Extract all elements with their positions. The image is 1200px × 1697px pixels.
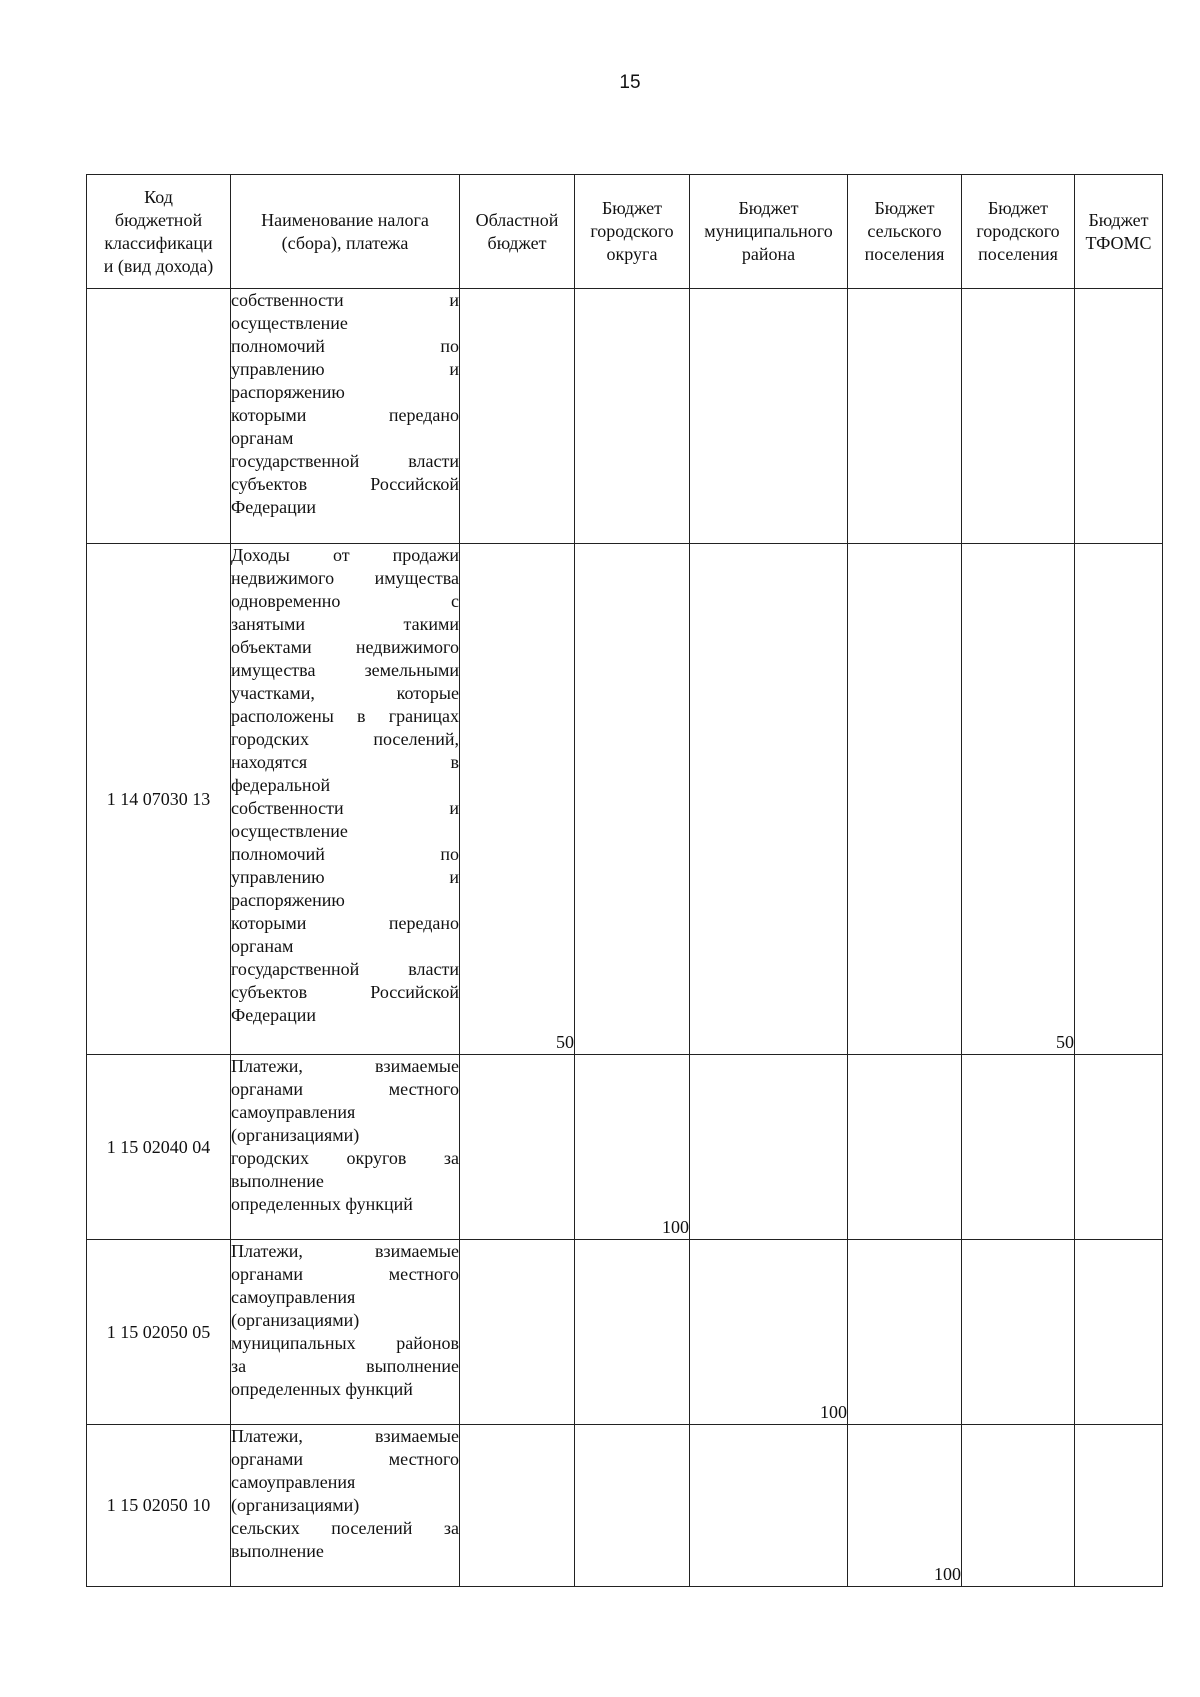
tax-name-line: самоуправления xyxy=(231,1287,356,1307)
regional-budget-value xyxy=(460,1425,575,1587)
city-district-budget-value xyxy=(575,1425,690,1587)
tax-name-line: Федерации xyxy=(231,497,317,517)
tax-name-line: распоряжению xyxy=(231,382,345,402)
tax-name-line: полномочий по xyxy=(231,844,459,864)
header-rural-settlement-budget: Бюджет сельского поселения xyxy=(848,175,962,289)
tax-name-line: органами местного xyxy=(231,1449,459,1469)
municipal-district-budget-value xyxy=(690,1055,848,1240)
table-row xyxy=(87,1240,1163,1425)
tfoms-budget-value xyxy=(1075,1055,1163,1240)
tfoms-budget-value xyxy=(1075,1425,1163,1587)
tax-name-line: государственной власти xyxy=(231,959,459,979)
city-district-budget-value xyxy=(575,289,690,544)
tax-name-line: органами местного xyxy=(231,1264,459,1284)
tax-name-line: управлению и xyxy=(231,359,459,379)
table-row xyxy=(87,544,1163,1055)
tax-name-line: (организациями) xyxy=(231,1495,360,1515)
tax-name-line: (организациями) xyxy=(231,1125,360,1145)
tax-name xyxy=(231,1240,460,1425)
municipal-district-budget-value xyxy=(690,544,848,1055)
rural-settlement-budget-value xyxy=(848,1055,962,1240)
rural-settlement-budget-value xyxy=(848,289,962,544)
tax-name-line: городских округов за xyxy=(231,1148,459,1168)
tax-name-line: сельских поселений за xyxy=(231,1518,459,1538)
urban-settlement-budget-value xyxy=(962,1425,1075,1587)
tax-name-line: субъектов Российской xyxy=(231,474,459,494)
rural-settlement-budget-value: 100 xyxy=(848,1425,962,1587)
urban-settlement-budget-value xyxy=(962,289,1075,544)
municipal-district-budget-value xyxy=(690,289,848,544)
tax-name-line: расположены в границах xyxy=(231,706,459,726)
header-regional-budget: Областной бюджет xyxy=(460,175,575,289)
tax-name-line: занятыми такими xyxy=(231,614,459,634)
page-number: 15 xyxy=(619,72,641,93)
tax-name-line: (организациями) xyxy=(231,1310,360,1330)
city-district-budget-value: 100 xyxy=(575,1055,690,1240)
rural-settlement-budget-value xyxy=(848,544,962,1055)
header-tfoms-budget: Бюджет ТФОМС xyxy=(1075,175,1163,289)
tax-name-line: муниципальных районов xyxy=(231,1333,459,1353)
classification-code: 1 14 07030 13 xyxy=(87,544,231,1055)
tax-name-line: участками, которые xyxy=(231,683,459,703)
tfoms-budget-value xyxy=(1075,289,1163,544)
tax-name xyxy=(231,289,460,544)
header-urban-settlement-budget: Бюджет городского поселения xyxy=(962,175,1075,289)
tax-name-line: полномочий по xyxy=(231,336,459,356)
tax-name-line: органам xyxy=(231,936,294,956)
municipal-district-budget-value: 100 xyxy=(690,1240,848,1425)
rural-settlement-budget-value xyxy=(848,1240,962,1425)
tax-name-line: самоуправления xyxy=(231,1472,356,1492)
municipal-district-budget-value xyxy=(690,1425,848,1587)
table-header-row xyxy=(87,175,1163,289)
tax-name-line: органам xyxy=(231,428,294,448)
tax-name-line: определенных функций xyxy=(231,1194,413,1214)
table-row xyxy=(87,289,1163,544)
budget-distribution-table xyxy=(86,174,1163,1587)
tax-name-line: имущества земельными xyxy=(231,660,459,680)
tax-name-line: которыми передано xyxy=(231,913,459,933)
header-code: Код бюджетной классификаци и (вид дохода) xyxy=(87,175,231,289)
tax-name-line: выполнение xyxy=(231,1541,324,1561)
tax-name-line: одновременно с xyxy=(231,591,459,611)
tax-name-line: Платежи, взимаемые xyxy=(231,1426,459,1446)
classification-code xyxy=(87,289,231,544)
tax-name-line: государственной власти xyxy=(231,451,459,471)
regional-budget-value xyxy=(460,1240,575,1425)
tax-name-line: органами местного xyxy=(231,1079,459,1099)
tax-name-line: управлению и xyxy=(231,867,459,887)
tax-name-line: Федерации xyxy=(231,1005,317,1025)
tax-name-line: городских поселений, xyxy=(231,729,459,749)
header-name: Наименование налога (сбора), платежа xyxy=(231,175,460,289)
tax-name-line: федеральной xyxy=(231,775,331,795)
classification-code: 1 15 02050 05 xyxy=(87,1240,231,1425)
table-body xyxy=(87,289,1163,1587)
tax-name-line: самоуправления xyxy=(231,1102,356,1122)
table-row xyxy=(87,1425,1163,1587)
tax-name-line: за выполнение xyxy=(231,1356,459,1376)
tax-name-line: осуществление xyxy=(231,313,348,333)
tax-name-line: определенных функций xyxy=(231,1379,413,1399)
tax-name xyxy=(231,544,460,1055)
classification-code: 1 15 02050 10 xyxy=(87,1425,231,1587)
tax-name xyxy=(231,1425,460,1587)
regional-budget-value xyxy=(460,1055,575,1240)
header-city-district-budget: Бюджет городского округа xyxy=(575,175,690,289)
tax-name-line: собственности и xyxy=(231,290,459,310)
city-district-budget-value xyxy=(575,1240,690,1425)
regional-budget-value xyxy=(460,289,575,544)
tax-name xyxy=(231,1055,460,1240)
tax-name-line: объектами недвижимого xyxy=(231,637,459,657)
urban-settlement-budget-value xyxy=(962,1055,1075,1240)
tax-name-line: Доходы от продажи xyxy=(231,545,459,565)
tax-name-line: собственности и xyxy=(231,798,459,818)
tax-name-line: осуществление xyxy=(231,821,348,841)
header-municipal-district-budget: Бюджет муниципального района xyxy=(690,175,848,289)
tax-name-line: Платежи, взимаемые xyxy=(231,1056,459,1076)
tax-name-line: Платежи, взимаемые xyxy=(231,1241,459,1261)
tfoms-budget-value xyxy=(1075,544,1163,1055)
tfoms-budget-value xyxy=(1075,1240,1163,1425)
urban-settlement-budget-value xyxy=(962,1240,1075,1425)
tax-name-line: субъектов Российской xyxy=(231,982,459,1002)
city-district-budget-value xyxy=(575,544,690,1055)
tax-name-line: распоряжению xyxy=(231,890,345,910)
tax-name-line: недвижимого имущества xyxy=(231,568,459,588)
table-row xyxy=(87,1055,1163,1240)
tax-name-line: которыми передано xyxy=(231,405,459,425)
tax-name-line: выполнение xyxy=(231,1171,324,1191)
tax-name-line: находятся в xyxy=(231,752,459,772)
urban-settlement-budget-value: 50 xyxy=(962,544,1075,1055)
classification-code: 1 15 02040 04 xyxy=(87,1055,231,1240)
regional-budget-value: 50 xyxy=(460,544,575,1055)
